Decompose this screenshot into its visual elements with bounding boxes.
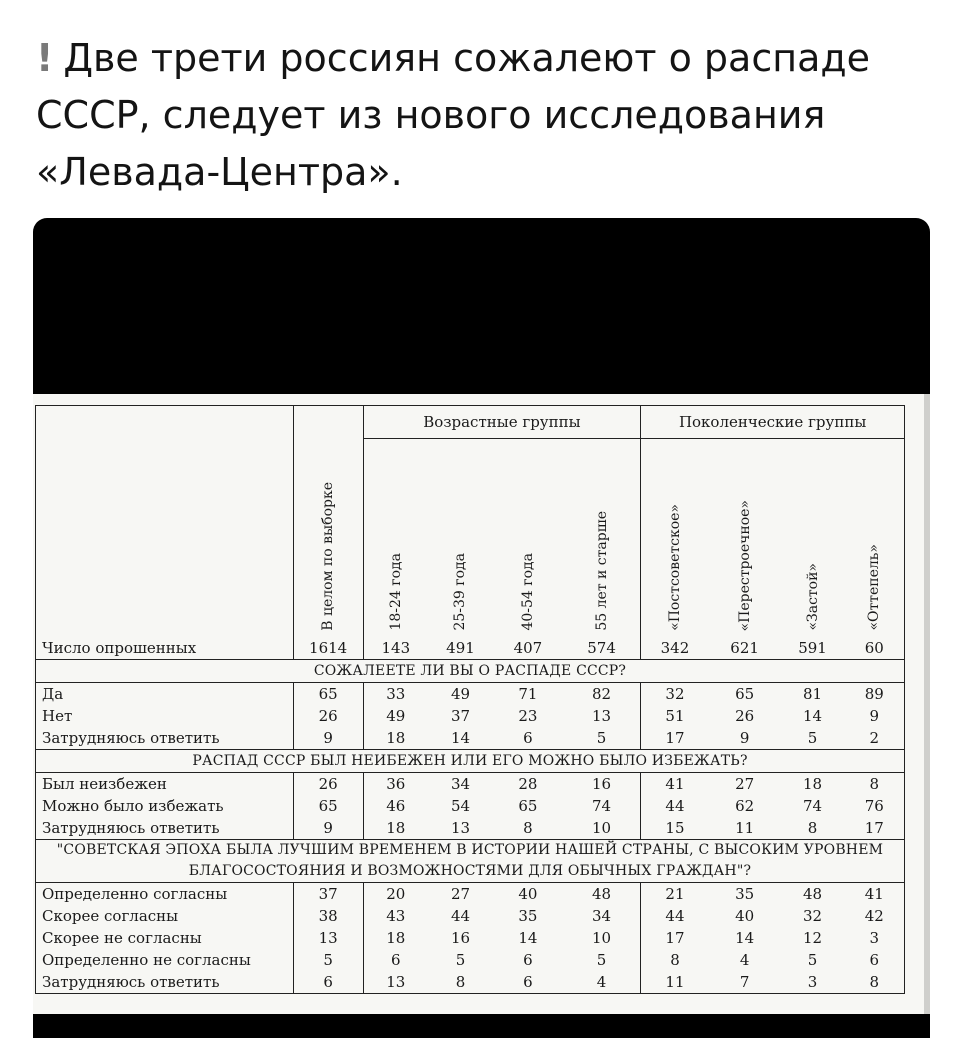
table-cell: 48 <box>802 885 823 903</box>
table-cell: 34 <box>563 905 641 927</box>
table-cell: 6 <box>293 971 363 994</box>
table-cell: 491 <box>428 637 493 660</box>
table-cell: 41 <box>845 883 905 906</box>
table-row <box>36 927 905 949</box>
table-cell: 36 <box>386 775 406 793</box>
table-row <box>36 883 905 906</box>
row-label: Число опрошенных <box>36 637 294 660</box>
table-cell: 8 <box>428 971 493 994</box>
table-cell: 5 <box>563 949 641 971</box>
table-cell: 5 <box>293 949 363 971</box>
table-cell: 40 <box>518 885 538 903</box>
table-cell: 33 <box>386 685 406 703</box>
table-cell: 18 <box>363 817 428 840</box>
exclamation-icon: ! <box>36 36 54 80</box>
table-cell: 74 <box>563 795 641 817</box>
section-title-row <box>36 660 905 683</box>
redacted-top-area <box>33 218 930 394</box>
table-cell: 6 <box>493 971 563 994</box>
table-cell: 35 <box>735 885 755 903</box>
table-cell: 14 <box>802 707 823 725</box>
table-cell: 40 <box>735 907 755 925</box>
row-label: Скорее не согласны <box>36 927 294 949</box>
table-cell: 1614 <box>293 637 363 660</box>
row-label: Затрудняюсь ответить <box>36 817 294 840</box>
col-header: 55 лет и старше <box>563 439 641 638</box>
table-cell: 3 <box>781 971 845 994</box>
table-cell: 23 <box>518 707 538 725</box>
table-cell: 17 <box>665 929 685 947</box>
table-cell: 16 <box>450 929 471 947</box>
headline-text: Две трети россиян сожалеют о распаде СССР, следует из нового исследования «Левада-Центра». <box>36 36 871 194</box>
table-cell: 43 <box>386 907 406 925</box>
table-cell: 621 <box>709 637 781 660</box>
table-row <box>36 817 905 840</box>
table-cell: 3 <box>845 927 905 949</box>
age-group-header: Возрастные группы <box>363 406 641 439</box>
table-cell: 15 <box>641 817 709 840</box>
col-header: «Постсоветское» <box>666 504 683 631</box>
table-row <box>36 637 905 660</box>
table-cell: 37 <box>293 883 363 906</box>
table-row <box>36 773 905 796</box>
survey-table <box>35 405 905 994</box>
section-title-row <box>36 840 905 883</box>
table-cell: 26 <box>293 773 363 796</box>
redacted-bottom-area <box>33 1014 930 1038</box>
table-cell: 32 <box>665 685 685 703</box>
table-cell: 12 <box>802 929 823 947</box>
col-header: 40-54 года <box>519 553 536 631</box>
table-cell: 65 <box>518 797 538 815</box>
section-title-row <box>36 750 905 773</box>
table-cell: 9 <box>293 727 363 750</box>
table-cell: 44 <box>665 797 685 815</box>
table-corner <box>36 406 294 638</box>
table-cell: 14 <box>518 929 538 947</box>
table-cell: 89 <box>845 683 905 706</box>
table-cell: 8 <box>670 951 680 969</box>
table-cell: 8 <box>845 971 905 994</box>
table-row <box>36 795 905 817</box>
table-cell: 8 <box>845 773 905 796</box>
table-cell: 20 <box>386 885 406 903</box>
table-row <box>36 971 905 994</box>
table-cell: 13 <box>563 705 641 727</box>
table-cell: 342 <box>641 637 709 660</box>
table-cell: 26 <box>735 707 755 725</box>
table-cell: 27 <box>735 775 755 793</box>
table-cell: 21 <box>665 885 685 903</box>
table-cell: 49 <box>386 707 406 725</box>
table-cell: 46 <box>386 797 406 815</box>
post-headline <box>36 30 936 201</box>
table-cell: 13 <box>363 971 428 994</box>
table-cell: 74 <box>802 797 823 815</box>
row-label: Определенно не согласны <box>36 949 294 971</box>
col-header: 25-39 года <box>452 553 469 631</box>
table-cell: 62 <box>735 797 755 815</box>
table-cell: 51 <box>665 707 685 725</box>
table-cell: 14 <box>735 929 755 947</box>
table-cell: 49 <box>450 685 471 703</box>
table-cell: 14 <box>428 727 493 750</box>
table-cell: 48 <box>563 883 641 906</box>
table-cell: 16 <box>563 773 641 796</box>
section-title: РАСПАД СССР БЫЛ НЕИБЕЖЕН ИЛИ ЕГО МОЖНО БЫЛО ИЗБЕЖАТЬ? <box>36 750 905 773</box>
table-cell: 13 <box>293 927 363 949</box>
col-header: 18-24 года <box>387 553 404 631</box>
table-cell: 143 <box>363 637 428 660</box>
table-cell: 9 <box>845 705 905 727</box>
row-label: Нет <box>36 705 294 727</box>
table-cell: 9 <box>709 727 781 750</box>
table-cell: 41 <box>665 775 685 793</box>
table-cell: 26 <box>293 705 363 727</box>
table-cell: 28 <box>518 775 538 793</box>
table-cell: 8 <box>781 817 845 840</box>
table-cell: 18 <box>386 929 406 947</box>
row-label: Был неизбежен <box>36 773 294 796</box>
table-cell: 4 <box>563 971 641 994</box>
table-cell: 7 <box>709 971 781 994</box>
table-cell: 6 <box>493 727 563 750</box>
row-label: Да <box>36 683 294 706</box>
table-cell: 13 <box>428 817 493 840</box>
table-cell: 10 <box>563 817 641 840</box>
table-cell: 42 <box>845 905 905 927</box>
table-cell: 11 <box>709 817 781 840</box>
table-cell: 65 <box>735 685 755 703</box>
table-cell: 5 <box>807 951 818 969</box>
table-row <box>36 727 905 750</box>
table-row <box>36 683 905 706</box>
col-header: В целом по выборке <box>293 406 363 638</box>
table-row <box>36 905 905 927</box>
table-cell: 6 <box>845 949 905 971</box>
table-cell: 17 <box>845 817 905 840</box>
table-cell: 8 <box>493 817 563 840</box>
table-cell: 65 <box>293 795 363 817</box>
table-cell: 38 <box>293 905 363 927</box>
table-cell: 5 <box>563 727 641 750</box>
table-cell: 574 <box>563 637 641 660</box>
table-cell: 32 <box>802 907 823 925</box>
table-cell: 60 <box>845 637 905 660</box>
table-cell: 54 <box>450 797 471 815</box>
table-cell: 11 <box>641 971 709 994</box>
table-cell: 65 <box>293 683 363 706</box>
table-cell: 18 <box>363 727 428 750</box>
generation-group-header: Поколенческие группы <box>641 406 905 439</box>
table-cell: 44 <box>450 907 471 925</box>
row-label: Определенно согласны <box>36 883 294 906</box>
row-label: Затрудняюсь ответить <box>36 727 294 750</box>
row-label: Можно было избежать <box>36 795 294 817</box>
table-cell: 34 <box>450 775 471 793</box>
table-cell: 17 <box>641 727 709 750</box>
col-header: «Застой» <box>804 563 821 631</box>
table-cell: 37 <box>450 707 471 725</box>
table-cell: 35 <box>518 907 538 925</box>
table-cell: 6 <box>523 951 533 969</box>
table-cell: 10 <box>563 927 641 949</box>
table-cell: 591 <box>781 637 845 660</box>
table-cell: 5 <box>455 951 466 969</box>
table-cell: 71 <box>518 685 538 703</box>
table-cell: 82 <box>563 683 641 706</box>
col-header: «Оттепель» <box>845 439 905 638</box>
table-cell: 407 <box>493 637 563 660</box>
table-cell: 4 <box>739 951 750 969</box>
row-label: Затрудняюсь ответить <box>36 971 294 994</box>
section-title: СОЖАЛЕЕТЕ ЛИ ВЫ О РАСПАДЕ СССР? <box>36 660 905 683</box>
table-cell: 81 <box>802 685 823 703</box>
section-title: "СОВЕТСКАЯ ЭПОХА БЫЛА ЛУЧШИМ ВРЕМЕНЕМ В ИСТОРИИ НАШЕЙ СТРАНЫ, С ВЫСОКИМ УРОВНЕМ БЛАГОСОСТОЯНИЯ И ВОЗМОЖНОСТЯМИ ДЛЯ ОБЫЧНЫХ ГРАЖДАН"? <box>36 840 905 883</box>
row-label: Скорее согласны <box>36 905 294 927</box>
table-cell: 44 <box>665 907 685 925</box>
table-cell: 5 <box>781 727 845 750</box>
table-cell: 18 <box>802 775 823 793</box>
survey-photo[interactable] <box>33 218 930 1038</box>
table-cell: 27 <box>450 885 471 903</box>
table-cell: 6 <box>391 951 401 969</box>
table-row <box>36 949 905 971</box>
table-row <box>36 705 905 727</box>
photo-edge <box>924 394 930 1014</box>
col-header: «Перестроечное» <box>736 499 753 631</box>
table-cell: 9 <box>293 817 363 840</box>
table-cell: 2 <box>845 727 905 750</box>
table-cell: 76 <box>845 795 905 817</box>
